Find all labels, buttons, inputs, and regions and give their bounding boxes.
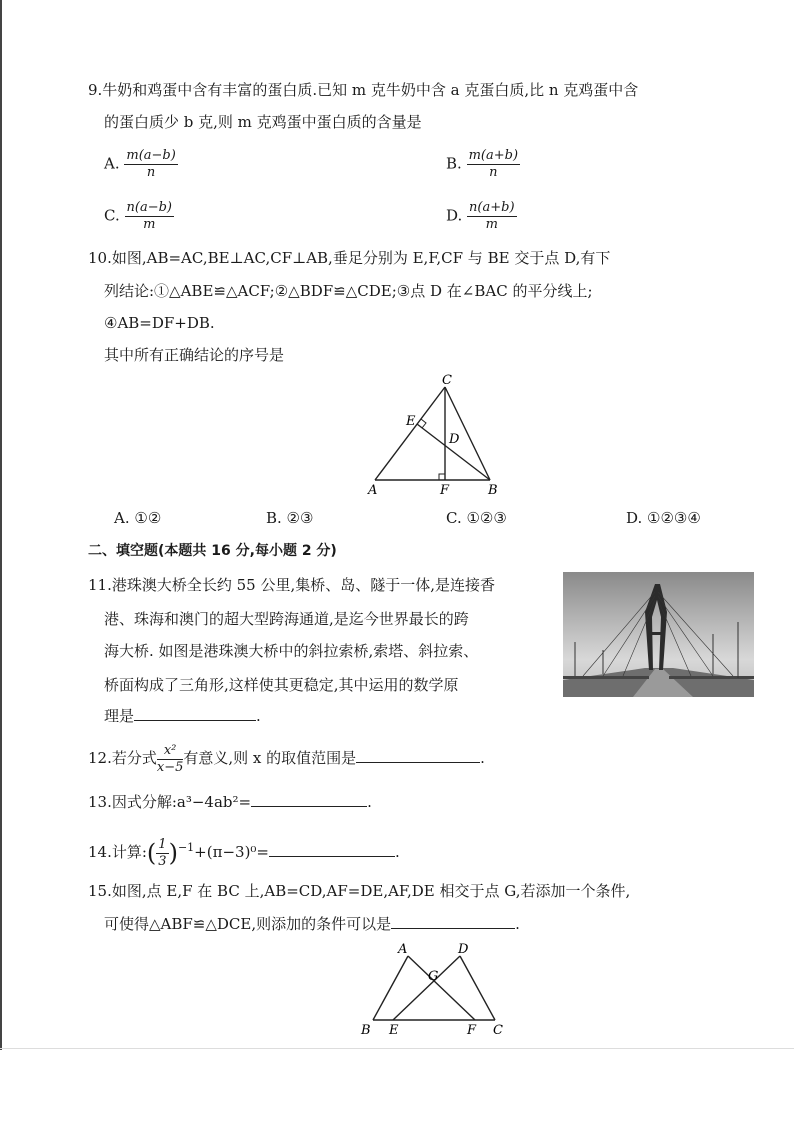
q9-option-c-fraction [125,200,174,233]
q12-line [88,740,485,776]
q13-period: . [367,793,372,811]
q10-right-angle-f [439,474,445,480]
q13-text: 13.因式分解:a³−4ab²= [88,793,252,811]
q12-denominator: x−5 [156,759,184,775]
q9-option-d-numerator: n(a+b) [469,200,515,215]
q15-label-a: A [398,942,408,957]
q14-denominator: 3 [158,853,167,869]
q14-line [88,830,400,871]
q15-line2-text: 可使得△ABF≌△DCE,则添加的条件可以是 [104,915,392,933]
q13-line [88,792,372,812]
q15-period: . [515,915,520,933]
q9-option-d-label: D. [446,206,463,225]
q10-line4: 其中所有正确结论的序号是 [104,346,285,364]
q15-label-g: G [428,969,439,984]
q15-label-f: F [467,1023,477,1038]
q10-triangle-figure [360,370,510,500]
q10-label-c: C [442,373,452,388]
q12-answer-blank[interactable] [356,748,480,763]
q9-option-a-numerator: m(a−b) [126,148,176,163]
q10-label-f: F [440,483,450,498]
q15-figure [355,940,515,1040]
q12-prefix: 12.若分式 [88,749,157,767]
q9-option-b-label: B. [446,154,462,173]
q9-option-c-label: C. [104,206,120,225]
q15-label-b: B [361,1023,371,1038]
q9-option-c-denominator: m [143,217,156,232]
q9-option-a-fraction [124,148,177,181]
q9-option-d [446,200,517,233]
q11-line5 [104,706,261,726]
q13-answer-blank[interactable] [251,792,367,807]
q14-period: . [395,843,400,861]
q14-fraction [156,837,168,870]
bridge-photo-rail-left [563,676,649,679]
q14-left-paren: ( [146,839,157,867]
q10-line1: 10.如图,AB=AC,BE⊥AC,CF⊥AB,垂足分别为 E,F,CF 与 BE 交于点 D,有下 [88,249,611,267]
q10-line3: ④AB=DF+DB. [104,314,215,332]
q9-option-d-denominator: m [485,217,498,232]
q15-label-c: C [493,1023,503,1038]
q9-option-b [446,148,520,181]
q14-right-paren: ) [168,839,178,867]
q11-line2: 港、珠海和澳门的超大型跨海通道,是迄今世界最长的跨 [104,610,469,628]
q9-option-c [104,200,174,233]
q9-option-b-fraction [467,148,520,181]
q11-line4: 桥面构成了三角形,这样使其更稳定,其中运用的数学原 [104,676,459,694]
q10-option-d: D. ①②③④ [626,509,701,527]
q9-line2: 的蛋白质少 b 克,则 m 克鸡蛋中蛋白质的含量是 [104,113,422,131]
q15-line1: 15.如图,点 E,F 在 BC 上,AB=CD,AF=DE,AF,DE 相交于点 G,若添加一个条件, [88,882,631,900]
q14-exponent: −1 [177,841,195,854]
q12-fraction [157,743,184,776]
q9-option-d-fraction [467,200,516,233]
q10-option-c: C. ①②③ [446,509,507,527]
q14-suffix: +(π−3)⁰= [194,843,269,861]
q12-numerator: x² [157,743,184,760]
q9-option-a [104,148,178,181]
q10-option-a: A. ①② [114,509,162,527]
q10-segment-ac [375,387,445,480]
q9-option-a-label: A. [104,154,120,173]
q11-answer-blank[interactable] [134,706,256,721]
q10-option-b: B. ②③ [266,509,314,527]
q10-label-b: B [488,483,498,498]
q14-answer-blank[interactable] [269,842,395,857]
bridge-photo [563,572,754,697]
q9-option-a-denominator: n [146,165,156,180]
q10-line2: 列结论:①△ABE≌△ACF;②△BDF≌△CDE;③点 D 在∠BAC 的平分线上; [104,282,593,300]
q11-line3: 海大桥. 如图是港珠澳大桥中的斜拉索桥,索塔、斜拉索、 [104,642,479,660]
q15-label-d: D [458,942,469,957]
section-fill-in-blank-heading: 二、填空题(本题共 16 分,每小题 2 分) [88,543,337,559]
q15-label-e: E [389,1023,399,1038]
q11-line5-prefix: 理是 [104,707,135,725]
q9-option-c-numerator: n(a−b) [126,200,172,215]
q14-numerator: 1 [158,836,167,852]
q10-label-d: D [449,432,460,447]
q11-period: . [256,707,261,725]
q10-label-a: A [368,483,378,498]
q15-answer-blank[interactable] [391,914,515,929]
q15-line2 [104,914,520,934]
q10-label-e: E [406,414,416,429]
bridge-photo-tower-beam [647,632,665,635]
q10-right-angle-e [421,419,426,428]
q9-line1: 9.牛奶和鸡蛋中含有丰富的蛋白质.已知 m 克牛奶中含 a 克蛋白质,比 n 克鸡蛋中含 [88,81,639,99]
q14-prefix: 14.计算: [88,843,147,861]
q9-option-b-numerator: m(a+b) [468,148,519,163]
page-bottom-rule [0,1048,794,1049]
q9-option-b-denominator: n [489,165,498,180]
bridge-photo-rail-right [669,676,754,679]
q12-period: . [480,749,485,767]
q12-suffix: 有意义,则 x 的取值范围是 [183,749,357,767]
q11-line1: 11.港珠澳大桥全长约 55 公里,集桥、岛、隧于一体,是连接香 [88,576,496,594]
